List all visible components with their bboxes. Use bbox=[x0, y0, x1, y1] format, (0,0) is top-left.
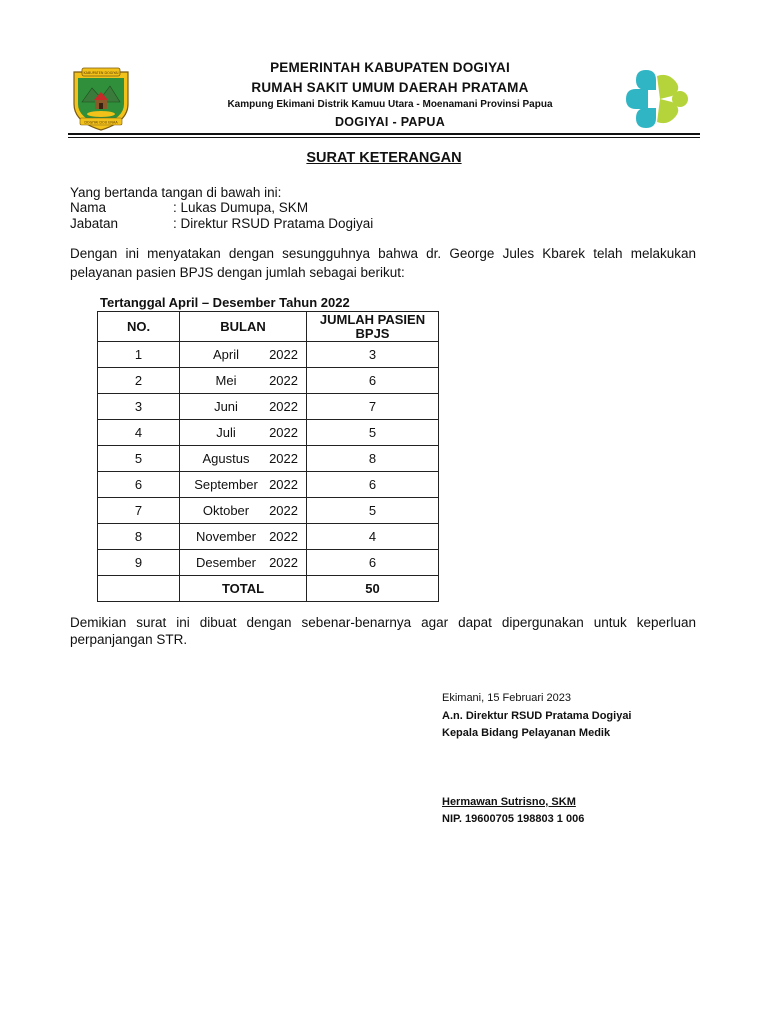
cell-month: Agustus bbox=[202, 451, 250, 466]
place-date: Ekimani, 15 Februari 2023 bbox=[442, 692, 572, 704]
cell-jumlah: 5 bbox=[307, 420, 439, 446]
table-header-row bbox=[98, 312, 439, 342]
cell-month: Desember bbox=[196, 555, 256, 570]
cell-bulan bbox=[180, 420, 307, 446]
cell-jumlah: 3 bbox=[307, 342, 439, 368]
cell-jumlah: 6 bbox=[307, 550, 439, 576]
cell-jumlah: 7 bbox=[307, 394, 439, 420]
cell-no: 1 bbox=[98, 342, 180, 368]
header-hospital-name: RUMAH SAKIT UMUM DAERAH PRATAMA bbox=[251, 80, 529, 95]
cell-jumlah: 5 bbox=[307, 498, 439, 524]
closing-paragraph: Demikian surat ini dibuat dengan sebenar-benarnya agar dapat dipergunakan untuk keperluan perpanjangan STR. bbox=[70, 615, 696, 647]
cell-year: 2022 bbox=[269, 503, 298, 518]
cell-year: 2022 bbox=[269, 373, 298, 388]
cell-month: Mei bbox=[215, 373, 237, 388]
cell-total-value: 50 bbox=[307, 576, 439, 602]
cell-bulan bbox=[180, 342, 307, 368]
cell-year: 2022 bbox=[269, 451, 298, 466]
on-behalf-of: A.n. Direktur RSUD Pratama Dogiyai bbox=[442, 710, 632, 722]
cell-year: 2022 bbox=[269, 529, 298, 544]
signer-nip: NIP. 19600705 198803 1 006 bbox=[442, 813, 585, 825]
signer-position: Kepala Bidang Pelayanan Medik bbox=[442, 727, 611, 739]
cell-year: 2022 bbox=[269, 555, 298, 570]
field-jabatan-label: Jabatan bbox=[70, 216, 119, 231]
field-jabatan-value: : Direktur RSUD Pratama Dogiyai bbox=[173, 216, 374, 231]
header-address: Kampung Ekimani Distrik Kamuu Utara - Moenamani Provinsi Papua bbox=[227, 99, 553, 110]
table-row bbox=[98, 472, 439, 498]
header-government: PEMERINTAH KABUPATEN DOGIYAI bbox=[270, 60, 510, 75]
table-row bbox=[98, 498, 439, 524]
cell-no: 7 bbox=[98, 498, 180, 524]
table-row bbox=[98, 446, 439, 472]
cell-jumlah: 4 bbox=[307, 524, 439, 550]
svg-text:DOGIYAI DOU ENAA: DOGIYAI DOU ENAA bbox=[84, 120, 118, 125]
cell-bulan bbox=[180, 394, 307, 420]
table-row bbox=[98, 368, 439, 394]
field-nama-label: Nama bbox=[70, 200, 107, 215]
health-ministry-logo bbox=[624, 66, 690, 132]
cell-year: 2022 bbox=[269, 347, 298, 362]
cell-year: 2022 bbox=[269, 425, 298, 440]
cell-month: Oktober bbox=[202, 503, 250, 518]
cell-year: 2022 bbox=[269, 477, 298, 492]
cell-bulan bbox=[180, 446, 307, 472]
cell-year: 2022 bbox=[269, 399, 298, 414]
cell-total-empty bbox=[98, 576, 180, 602]
header-divider bbox=[68, 133, 700, 135]
kabupaten-dogiyai-emblem bbox=[68, 64, 134, 132]
document-title: SURAT KETERANGAN bbox=[306, 150, 462, 166]
header-no: NO. bbox=[98, 312, 180, 342]
header-region: DOGIYAI - PAPUA bbox=[334, 115, 446, 129]
cell-bulan bbox=[180, 498, 307, 524]
table-row bbox=[98, 524, 439, 550]
cell-bulan bbox=[180, 524, 307, 550]
cell-total-label: TOTAL bbox=[180, 576, 307, 602]
cell-jumlah: 8 bbox=[307, 446, 439, 472]
table-caption: Tertanggal April – Desember Tahun 2022 bbox=[100, 295, 350, 310]
cell-bulan bbox=[180, 550, 307, 576]
signer-name: Hermawan Sutrisno, SKM bbox=[442, 796, 576, 808]
cell-month: Juni bbox=[214, 399, 238, 414]
cell-no: 8 bbox=[98, 524, 180, 550]
table-row bbox=[98, 420, 439, 446]
cell-no: 5 bbox=[98, 446, 180, 472]
bpjs-patient-table bbox=[97, 311, 439, 602]
field-nama-value: : Lukas Dumupa, SKM bbox=[173, 200, 309, 215]
table-total-row bbox=[98, 576, 439, 602]
header-bulan: BULAN bbox=[180, 312, 307, 342]
cell-jumlah: 6 bbox=[307, 472, 439, 498]
header-jumlah: JUMLAH PASIEN BPJS bbox=[307, 312, 439, 342]
cell-no: 2 bbox=[98, 368, 180, 394]
cell-month: Juli bbox=[216, 425, 236, 440]
statement-paragraph: Dengan ini menyatakan dengan sesungguhnya bahwa dr. George Jules Kbarek telah melakukan pelayanan pasien BPJS dengan jumlah sebagai berikut: bbox=[70, 246, 696, 280]
cell-month: April bbox=[212, 347, 239, 362]
cell-bulan bbox=[180, 472, 307, 498]
cell-month: September bbox=[194, 477, 258, 492]
cell-no: 9 bbox=[98, 550, 180, 576]
table-row bbox=[98, 342, 439, 368]
cell-no: 4 bbox=[98, 420, 180, 446]
header-divider-thin bbox=[68, 137, 700, 138]
intro-text: Yang bertanda tangan di bawah ini: bbox=[70, 185, 282, 200]
cell-no: 6 bbox=[98, 472, 180, 498]
cell-jumlah: 6 bbox=[307, 368, 439, 394]
cell-no: 3 bbox=[98, 394, 180, 420]
table-row bbox=[98, 550, 439, 576]
svg-text:KABUPATEN DOGIYAI: KABUPATEN DOGIYAI bbox=[83, 71, 119, 75]
cell-month: November bbox=[196, 529, 256, 544]
table-row bbox=[98, 394, 439, 420]
cell-bulan bbox=[180, 368, 307, 394]
